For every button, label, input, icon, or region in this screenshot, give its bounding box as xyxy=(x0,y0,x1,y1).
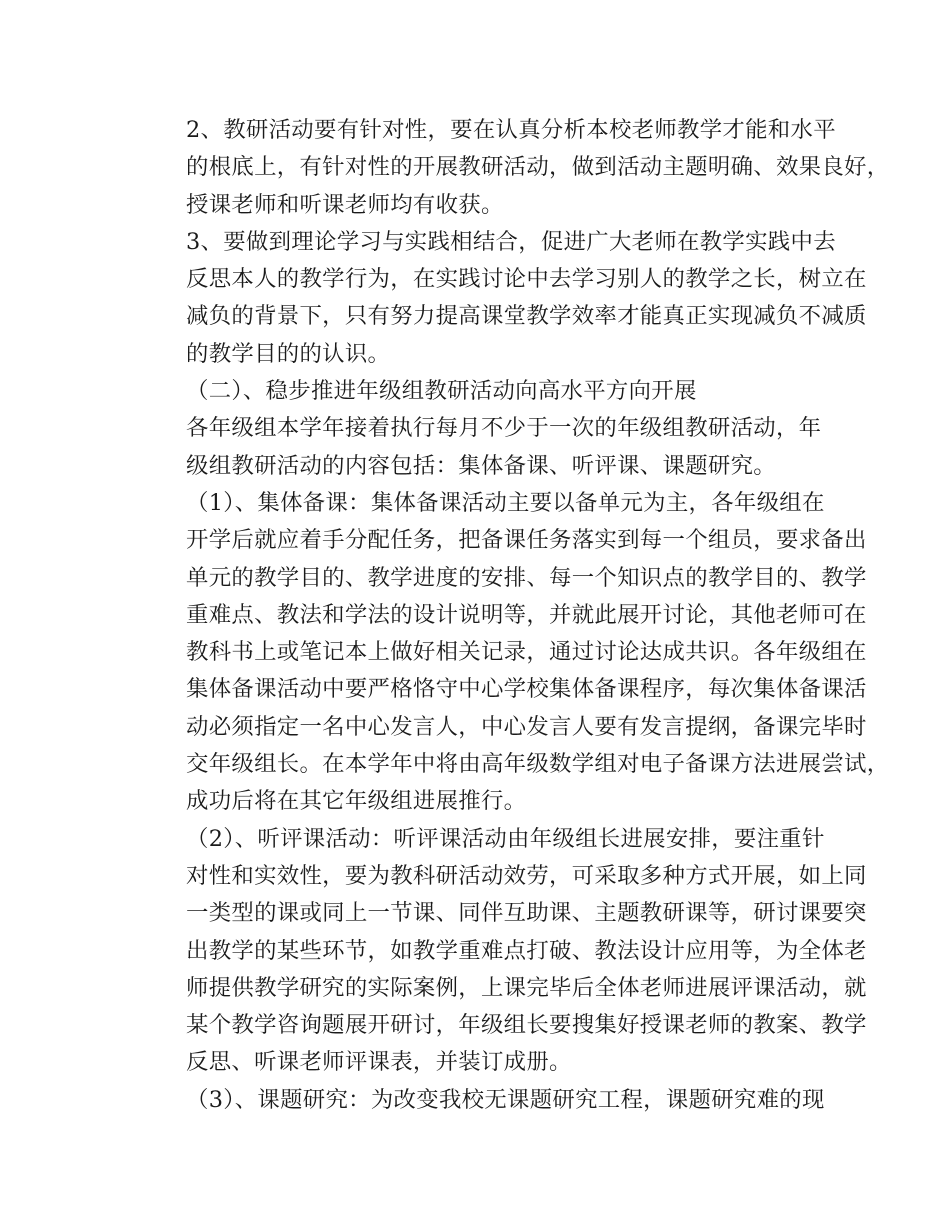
paragraph xyxy=(141,112,890,224)
text-line: 师提供教学研究的实际案例，上课完毕后全体老师进展评课活动，就 xyxy=(186,974,867,1001)
text-line: 重难点、教法和学法的设计说明等，并就此展开讨论，其他老师可在 xyxy=(186,601,867,628)
text-line: 动必须指定一名中心发言人，中心发言人要有发言提纲，备课完毕时 xyxy=(186,713,867,740)
text-line: 2、教研活动要有针对性，要在认真分析本校老师教学才能和水平 xyxy=(186,117,836,143)
paragraph xyxy=(141,1082,825,1119)
text-line: 减负的背景下，只有努力提高课堂教学效率才能真正实现减负不减质 xyxy=(186,303,867,330)
text-line: 级组教研活动的内容包括：集体备课、听评课、课题研究。 xyxy=(186,452,776,479)
text-line: 授课老师和听课老师均有收获。 xyxy=(186,191,504,218)
text-line: 3、要做到理论学习与实践相结合，促进广大老师在教学实践中去 xyxy=(186,228,836,255)
text-line: 交年级组长。在本学年中将由高年级数学组对电子备课方法进展尝试， xyxy=(186,751,890,778)
paragraph xyxy=(141,373,821,410)
paragraph xyxy=(141,821,867,1082)
text-line: 单元的教学目的、教学进度的安排、每一个知识点的教学目的、教学 xyxy=(186,564,867,591)
text-line: 的教学目的的认识。 xyxy=(186,340,391,367)
text-line: 反思、听课老师评课表，并装订成册。 xyxy=(186,1049,572,1076)
text-line: 出教学的某些环节，如教学重难点打破、教法设计应用等，为全体老 xyxy=(186,937,867,964)
paragraph xyxy=(141,410,821,485)
document-body xyxy=(141,112,890,1119)
text-line: （3）、课题研究：为改变我校无课题研究工程，课题研究难的现 xyxy=(186,1086,825,1113)
text-line: 反思本人的教学行为，在实践讨论中去学习别人的教学之长，树立在 xyxy=(186,266,867,293)
text-line: 的根底上，有针对性的开展教研活动，做到活动主题明确、效果良好， xyxy=(186,154,890,181)
text-line: 某个教学咨询题展开研讨，年级组长要搜集好授课老师的教案、教学 xyxy=(186,1012,867,1039)
text-line: （二）、稳步推进年级组教研活动向高水平方向开展 xyxy=(186,378,697,405)
text-line: 对性和实效性，要为教科研活动效劳，可采取多种方式开展，如上同 xyxy=(186,862,867,889)
paragraph xyxy=(141,224,867,373)
paragraph xyxy=(141,485,890,821)
text-line: 集体备课活动中要严格恪守中心学校集体备课程序，每次集体备课活 xyxy=(186,676,867,703)
text-line: 教科书上或笔记本上做好相关记录，通过讨论达成共识。各年级组在 xyxy=(186,639,867,666)
text-line: 开学后就应着手分配任务，把备课任务落实到每一个组员，要求备出 xyxy=(186,527,867,554)
text-line: （2）、听评课活动：听评课活动由年级组长进展安排，要注重针 xyxy=(186,825,825,852)
text-line: 各年级组本学年接着执行每月不少于一次的年级组教研活动，年 xyxy=(186,415,822,442)
text-line: 成功后将在其它年级组进展推行。 xyxy=(186,788,527,815)
text-line: （1）、集体备课：集体备课活动主要以备单元为主，各年级组在 xyxy=(186,489,825,516)
text-line: 一类型的课或同上一节课、同伴互助课、主题教研课等，研讨课要突 xyxy=(186,900,867,927)
